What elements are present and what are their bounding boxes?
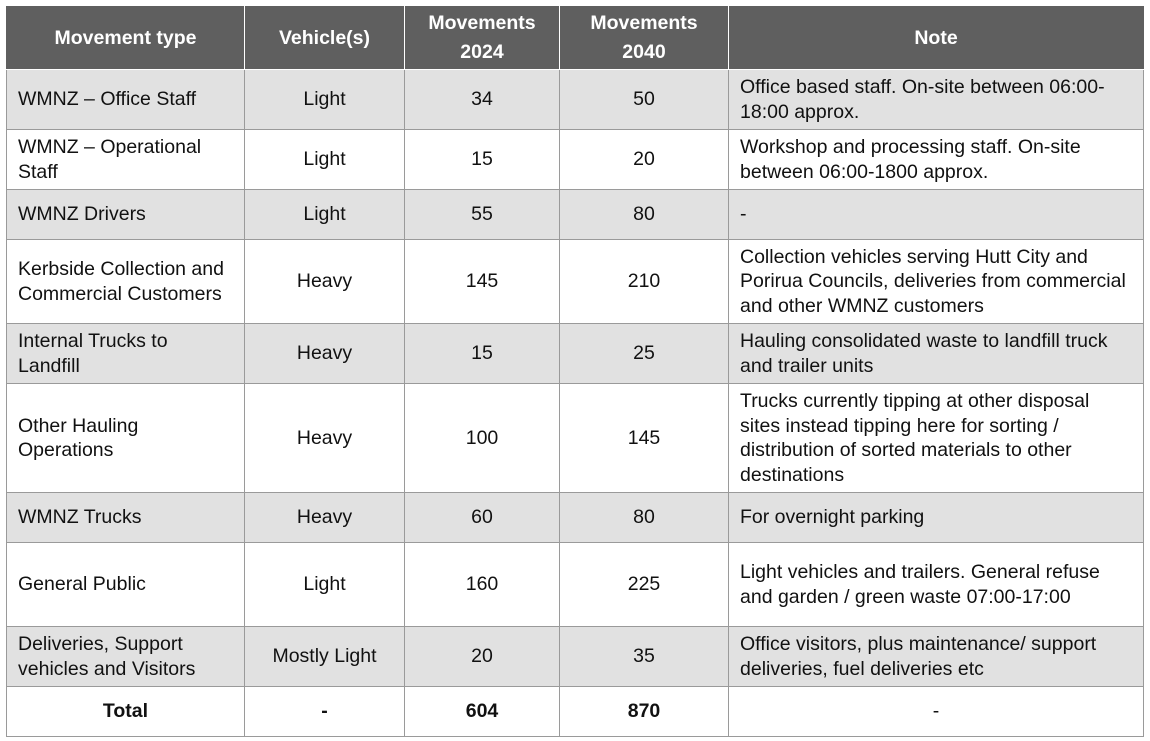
header-movement-type: Movement type — [7, 7, 245, 70]
cell-movements-2024: 15 — [405, 130, 560, 190]
header-movements-2024-year: 2024 — [460, 41, 504, 63]
header-vehicles: Vehicle(s) — [245, 7, 405, 70]
table-row — [7, 324, 1144, 384]
cell-note: Trucks currently tipping at other disposal sites instead tipping here for sorting / distribution of sorted materials to other destinations — [729, 384, 1144, 493]
total-row — [7, 687, 1144, 737]
cell-movements-2040: 50 — [560, 70, 729, 130]
cell-note: Light vehicles and trailers. General refuse and garden / green waste 07:00-17:00 — [729, 543, 1144, 627]
header-movements-2024-label: Movements — [428, 12, 536, 34]
cell-movements-2040: 145 — [560, 384, 729, 493]
cell-movements-2040: 25 — [560, 324, 729, 384]
movements-table — [6, 6, 1144, 737]
cell-movements-2040: 210 — [560, 240, 729, 324]
cell-movement-type: General Public — [7, 543, 245, 627]
total-note: - — [729, 687, 1144, 737]
cell-movements-2024: 34 — [405, 70, 560, 130]
cell-note: Office visitors, plus maintenance/ support deliveries, fuel deliveries etc — [729, 627, 1144, 687]
cell-vehicle: Heavy — [245, 240, 405, 324]
header-movements-2040-label: Movements — [590, 12, 698, 34]
header-movements-2040 — [560, 7, 729, 70]
cell-movements-2024: 20 — [405, 627, 560, 687]
cell-vehicle: Light — [245, 190, 405, 240]
cell-movements-2040: 20 — [560, 130, 729, 190]
cell-vehicle: Light — [245, 543, 405, 627]
header-row — [7, 7, 1144, 70]
cell-movements-2040: 80 — [560, 190, 729, 240]
cell-note: Collection vehicles serving Hutt City and Porirua Councils, deliveries from commercial and other WMNZ customers — [729, 240, 1144, 324]
cell-movements-2040: 80 — [560, 493, 729, 543]
table-row — [7, 384, 1144, 493]
cell-movement-type: Internal Trucks to Landfill — [7, 324, 245, 384]
cell-movements-2024: 60 — [405, 493, 560, 543]
total-label: Total — [7, 687, 245, 737]
total-movements-2040: 870 — [560, 687, 729, 737]
cell-movements-2024: 15 — [405, 324, 560, 384]
table-row — [7, 70, 1144, 130]
cell-movement-type: WMNZ – Operational Staff — [7, 130, 245, 190]
cell-vehicle: Heavy — [245, 493, 405, 543]
cell-movement-type: Other Hauling Operations — [7, 384, 245, 493]
cell-vehicle: Heavy — [245, 324, 405, 384]
header-note: Note — [729, 7, 1144, 70]
cell-movements-2024: 55 — [405, 190, 560, 240]
table-row — [7, 543, 1144, 627]
cell-note: Office based staff. On-site between 06:00-18:00 approx. — [729, 70, 1144, 130]
table-row — [7, 240, 1144, 324]
cell-movement-type: WMNZ Drivers — [7, 190, 245, 240]
cell-movements-2040: 225 — [560, 543, 729, 627]
cell-vehicle: Light — [245, 70, 405, 130]
cell-note: Workshop and processing staff. On-site between 06:00-1800 approx. — [729, 130, 1144, 190]
table-row — [7, 130, 1144, 190]
cell-movements-2040: 35 — [560, 627, 729, 687]
cell-movements-2024: 160 — [405, 543, 560, 627]
cell-movement-type: WMNZ Trucks — [7, 493, 245, 543]
total-vehicle: - — [245, 687, 405, 737]
cell-movement-type: WMNZ – Office Staff — [7, 70, 245, 130]
table-row — [7, 493, 1144, 543]
cell-note: Hauling consolidated waste to landfill truck and trailer units — [729, 324, 1144, 384]
header-movements-2040-year: 2040 — [622, 41, 666, 63]
cell-vehicle: Heavy — [245, 384, 405, 493]
total-movements-2024: 604 — [405, 687, 560, 737]
cell-movement-type: Kerbside Collection and Commercial Customers — [7, 240, 245, 324]
cell-movements-2024: 100 — [405, 384, 560, 493]
cell-note: For overnight parking — [729, 493, 1144, 543]
table-row — [7, 190, 1144, 240]
cell-movements-2024: 145 — [405, 240, 560, 324]
cell-vehicle: Mostly Light — [245, 627, 405, 687]
cell-vehicle: Light — [245, 130, 405, 190]
header-movements-2024 — [405, 7, 560, 70]
table-row — [7, 627, 1144, 687]
cell-movement-type: Deliveries, Support vehicles and Visitors — [7, 627, 245, 687]
cell-note: - — [729, 190, 1144, 240]
